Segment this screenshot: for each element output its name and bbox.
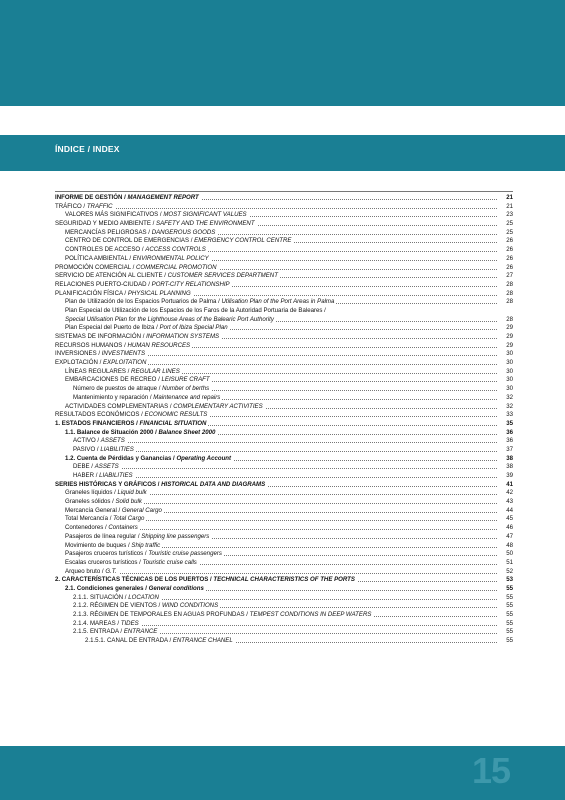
- toc-entry-english: PORT-CITY RELATIONSHIP: [151, 280, 230, 288]
- toc-entry[interactable]: [55, 220, 513, 229]
- toc-entry-page: 55: [497, 620, 513, 629]
- toc-entry-english: COMMERCIAL PROMOTION: [136, 263, 217, 271]
- toc-entry-english: COMPLEMENTARY ACTIVITIES: [173, 402, 263, 410]
- toc-entry-page: 29: [497, 324, 513, 333]
- toc-entry-label: [73, 594, 161, 603]
- toc-entry-label: [65, 255, 211, 264]
- toc-entry-spanish: 2.1.5.1. CANAL DE ENTRADA /: [85, 637, 173, 645]
- toc-entry-english: EMERGENCY CONTROL CENTRE: [194, 237, 292, 245]
- toc-entry-label: [55, 359, 148, 368]
- toc-entry-page: 33: [497, 411, 513, 420]
- toc-entry-page: 41: [497, 481, 513, 490]
- toc-entry-spanish: SERVICIO DE ATENCIÓN AL CLIENTE /: [55, 272, 168, 280]
- toc-entry-label: [65, 376, 212, 385]
- toc-entry-page: 48: [497, 542, 513, 551]
- toc-entry-english: REGULAR LINES: [131, 367, 180, 375]
- toc-entry[interactable]: [55, 437, 513, 446]
- toc-entry[interactable]: [55, 550, 513, 559]
- dot-leader: [65, 573, 497, 574]
- toc-entry[interactable]: [55, 620, 513, 629]
- toc-entry-page: 30: [497, 385, 513, 394]
- toc-entry-label: [65, 429, 217, 438]
- toc-entry[interactable]: [55, 611, 513, 620]
- toc-entry[interactable]: [55, 403, 513, 412]
- toc-entry-label: [65, 568, 119, 577]
- toc-entry-label: [65, 533, 211, 542]
- toc-entry-page: 38: [497, 463, 513, 472]
- toc-entry-spanish: CONTROLES DE ACCESO /: [65, 246, 146, 254]
- toc-entry-spanish: EMBARCACIONES DE RECREO /: [65, 376, 162, 384]
- toc-entry-label: [65, 585, 206, 594]
- toc-entry-spanish: PROMOCIÓN COMERCIAL /: [55, 263, 137, 271]
- toc-entry-page: 30: [497, 359, 513, 368]
- toc-entry-label: [55, 194, 201, 203]
- toc-entry-spanish: Graneles líquidos /: [65, 489, 118, 497]
- toc-entry-label: [65, 559, 199, 568]
- toc-entry-label: [73, 620, 141, 629]
- toc-entry-page: 55: [497, 637, 513, 646]
- toc-entry[interactable]: [55, 481, 513, 490]
- toc-entry-english: TIDES: [120, 619, 139, 627]
- toc-entry-spanish: EXPLOTACIÓN /: [55, 359, 103, 367]
- toc-entry-page: 36: [497, 437, 513, 446]
- toc-entry-page: 23: [497, 211, 513, 220]
- toc-entry[interactable]: [55, 585, 513, 594]
- toc-entry[interactable]: [55, 507, 513, 516]
- toc-entry-english: HISTORICAL DATA AND DIAGRAMS: [161, 480, 266, 488]
- toc-entry-label: [55, 481, 267, 490]
- toc-entry-label: [73, 628, 159, 637]
- page-number: 15: [471, 750, 510, 791]
- toc-entry[interactable]: [55, 455, 513, 464]
- toc-entry-english: Shipping line passengers: [141, 532, 210, 540]
- toc-entry-page: 38: [497, 455, 513, 464]
- toc-entry-english: FINANCIAL SITUATION: [139, 419, 207, 427]
- toc-entry-spanish: PASIVO /: [73, 445, 101, 453]
- toc-entry[interactable]: [55, 290, 513, 299]
- toc-entry-page: 29: [497, 342, 513, 351]
- toc-entry-page: 26: [497, 255, 513, 264]
- toc-entry-label: [55, 576, 357, 585]
- toc-entry-page: 30: [497, 376, 513, 385]
- toc-entry-spanish: PLANIFICACIÓN FÍSICA /: [55, 289, 128, 297]
- toc-entry-label: [65, 368, 182, 377]
- toc-entry-label: [65, 298, 336, 307]
- toc-entry-label: [73, 611, 373, 620]
- toc-entry-label: [55, 350, 147, 359]
- toc-entry-english: HUMAN RESOURCES: [127, 341, 191, 349]
- toc-entry-english: PHYSICAL PLANNING: [127, 289, 191, 297]
- toc-entry-spanish: ACTIVO /: [73, 437, 101, 445]
- toc-entry[interactable]: [55, 637, 513, 646]
- toc-entry-label: [65, 229, 217, 238]
- toc-entry-english: Balance Sheet 2000: [158, 428, 216, 436]
- toc-entry[interactable]: [55, 385, 513, 394]
- toc-entry-english: ENVIRONMENTAL POLICY: [132, 254, 209, 262]
- toc-entry-label: [65, 498, 144, 507]
- toc-entry-page: 55: [497, 602, 513, 611]
- toc-entry-page: 36: [497, 429, 513, 438]
- toc-entry-page: 28: [497, 316, 513, 325]
- toc-entry[interactable]: [55, 568, 513, 577]
- toc-entry[interactable]: [55, 194, 513, 203]
- toc-entry[interactable]: [55, 264, 513, 273]
- toc-entry[interactable]: [55, 350, 513, 359]
- toc-entry-label: [73, 602, 220, 611]
- toc-entry[interactable]: [55, 446, 513, 455]
- toc-entry-spanish: 2.1.5. ENTRADA /: [73, 628, 124, 636]
- toc-entry[interactable]: [55, 211, 513, 220]
- toc-entry-label: [55, 342, 192, 351]
- toc-entry[interactable]: [55, 316, 513, 325]
- toc-entry-spanish: RESULTADOS ECONÓMICOS /: [55, 411, 145, 419]
- toc-entry-label: [65, 246, 208, 255]
- toc-entry[interactable]: [55, 576, 513, 585]
- toc-entry-page: 30: [497, 350, 513, 359]
- toc-entry[interactable]: [55, 420, 513, 429]
- toc-entry-english: LIABILITIES: [99, 472, 133, 479]
- toc-entry-label: [55, 272, 280, 281]
- toc-entry-page: 28: [497, 290, 513, 299]
- toc-entry-label: [65, 307, 328, 316]
- toc-entry[interactable]: [55, 333, 513, 342]
- toc-entry-english: Special Utilisation Plan for the Lighthouse Areas of the Balearic Port Authority: [65, 315, 274, 323]
- toc-entry[interactable]: [55, 324, 513, 333]
- toc-entry-spanish: MERCANCÍAS PELIGROSAS /: [65, 228, 152, 236]
- toc-entry-spanish: Contenedores /: [65, 524, 109, 532]
- toc-entry-english: ENTRANCE CHANEL: [172, 637, 233, 645]
- toc-entry[interactable]: [55, 533, 513, 542]
- toc-entry-english: ECONOMIC RESULTS: [144, 411, 208, 419]
- toc-entry-label: [55, 411, 209, 420]
- toc-entry-english: Solid bulk: [115, 498, 142, 506]
- toc-entry-page: 27: [497, 272, 513, 281]
- toc-entry-spanish: Escalas cruceros turísticos /: [65, 558, 143, 566]
- toc-entry-spanish: POLÍTICA AMBIENTAL /: [65, 254, 133, 262]
- toc-entry-page: 55: [497, 594, 513, 603]
- toc-entry-spanish: SERIES HISTÓRICAS Y GRÁFICOS /: [55, 480, 162, 488]
- toc-entry-label: [73, 446, 136, 455]
- toc-entry-spanish: SEGURIDAD Y MEDIO AMBIENTE /: [55, 220, 157, 228]
- toc-entry-label: [73, 385, 211, 394]
- toc-entry-page: 26: [497, 246, 513, 255]
- toc-entry[interactable]: [55, 463, 513, 472]
- toc-entry[interactable]: [55, 411, 513, 420]
- toc-entry-label: [73, 394, 222, 403]
- toc-entry-english: ACCESS CONTROLS: [145, 246, 206, 254]
- toc-entry-label: [55, 203, 115, 212]
- toc-entry-page: 28: [497, 298, 513, 307]
- toc-entry-label: [65, 237, 293, 246]
- toc-entry-english: CUSTOMER SERVICES DEPARTMENT: [167, 272, 278, 280]
- toc-entry-page: 25: [497, 220, 513, 229]
- toc-entry-label: [55, 264, 219, 273]
- toc-entry[interactable]: [55, 498, 513, 507]
- toc-entry-page: 53: [497, 576, 513, 585]
- toc-entry-english: G.T.: [105, 567, 117, 575]
- toc-entry-english: LOCATION: [128, 593, 159, 601]
- toc-entry-english: Port of Ibiza Special Plan: [159, 324, 228, 332]
- toc-entry-spanish: Arqueo bruto /: [65, 567, 106, 575]
- toc-entry-english: ENTRANCE: [123, 628, 158, 636]
- toc-entry-spanish: Mantenimiento y reparación /: [73, 393, 154, 401]
- toc-entry-spanish: 1.2. Cuenta de Pérdidas y Ganancias /: [65, 454, 177, 462]
- toc-entry-spanish: VALORES MÁS SIGNIFICATIVOS /: [65, 211, 164, 219]
- toc-entry-page: 25: [497, 229, 513, 238]
- toc-entry-spanish: INFORME DE GESTIÓN /: [55, 194, 128, 201]
- toc-entry-english: INVESTMENTS: [101, 350, 146, 358]
- toc-entry-label: [55, 220, 257, 229]
- toc-entry[interactable]: [55, 602, 513, 611]
- toc-entry-spanish: HABER /: [73, 472, 100, 479]
- toc-entry-spanish: 2. CARACTERÍSTICAS TÉCNICAS DE LOS PUERTOS /: [55, 576, 214, 584]
- toc-entry[interactable]: [55, 515, 513, 524]
- toc-entry-label: [55, 333, 221, 342]
- dot-leader: [55, 208, 497, 209]
- toc-entry-label: [73, 472, 135, 481]
- toc-entry-label: [65, 507, 164, 516]
- toc-entry-label: [65, 515, 146, 524]
- toc-entry[interactable]: [55, 524, 513, 533]
- toc-entry[interactable]: [55, 429, 513, 438]
- toc-entry-page: 21: [497, 203, 513, 212]
- toc-entry[interactable]: [55, 307, 513, 316]
- toc-entry-spanish: 1.1. Balance de Situación 2000 /: [65, 428, 159, 436]
- toc-entry-label: [85, 637, 235, 646]
- toc-entry[interactable]: [55, 594, 513, 603]
- toc-entry-english: Touristic cruise calls: [142, 558, 197, 566]
- toc-entry-spanish: 2.1.1. SITUACIÓN /: [73, 593, 129, 601]
- toc-entry-english: Maintenance and repairs: [153, 393, 221, 401]
- toc-entry-label: [55, 290, 193, 299]
- toc-entry-page: 44: [497, 507, 513, 516]
- toc-entry-page: 55: [497, 628, 513, 637]
- toc-entry-page: 28: [497, 281, 513, 290]
- toc-entry-spanish: Plan de Utilización de los Espacios Portuarios de Palma /: [65, 298, 222, 306]
- toc-entry-spanish: Plan Especial de Utilización de los Espacios de los Faros de la Autoridad Portuaria de Baleares /: [65, 306, 326, 314]
- toc-entry-label: [65, 550, 224, 559]
- toc-entry-label: [65, 524, 140, 533]
- toc-entry-spanish: Plan Especial del Puerto de Ibiza /: [65, 324, 160, 332]
- toc-entry-english: Operating Account: [176, 454, 232, 462]
- toc-entry-english: TECHNICAL CHARACTERISTICS OF THE PORTS: [213, 576, 355, 584]
- toc-entry-page: 52: [497, 568, 513, 577]
- toc-entry-english: General Cargo: [121, 506, 162, 514]
- toc-entry-english: MANAGEMENT REPORT: [127, 194, 199, 201]
- toc-entry-page: 32: [497, 403, 513, 412]
- toc-entry[interactable]: [55, 281, 513, 290]
- toc-entry[interactable]: [55, 298, 513, 307]
- toc-entry[interactable]: [55, 255, 513, 264]
- toc-entry-page: 39: [497, 472, 513, 481]
- dot-leader: [73, 442, 497, 443]
- toc-entry-spanish: CENTRO DE CONTROL DE EMERGENCIAS /: [65, 237, 195, 245]
- toc-entry-label: [65, 489, 149, 498]
- toc-entry-english: Utilisation Plan of the Port Areas in Palma: [221, 298, 335, 306]
- toc-entry-spanish: Pasajeros de línea regular /: [65, 532, 142, 540]
- toc-entry-page: 55: [497, 585, 513, 594]
- toc-entry-label: [65, 403, 265, 412]
- toc-entry-spanish: 2.1.4. MAREAS /: [73, 619, 121, 627]
- toc-entry-label: [65, 316, 276, 325]
- toc-entry-english: EXPLOITATION: [102, 359, 147, 367]
- table-of-contents: [55, 194, 513, 646]
- toc-entry-english: TRAFFIC: [86, 202, 113, 210]
- toc-entry-page: 30: [497, 368, 513, 377]
- toc-entry-spanish: RELACIONES PUERTO-CIUDAD /: [55, 280, 152, 288]
- toc-entry-page: 45: [497, 515, 513, 524]
- toc-entry-label: [65, 455, 233, 464]
- toc-entry-spanish: LÍNEAS REGULARES /: [65, 367, 132, 375]
- toc-entry[interactable]: [55, 489, 513, 498]
- toc-entry[interactable]: [55, 203, 513, 212]
- toc-entry-english: General conditions: [148, 584, 204, 592]
- toc-entry-spanish: Graneles sólidos /: [65, 498, 116, 506]
- toc-entry-english: Containers: [108, 524, 138, 532]
- toc-entry-english: Total Cargo: [113, 515, 145, 523]
- toc-entry[interactable]: [55, 376, 513, 385]
- toc-entry-english: LIABILITIES: [100, 445, 134, 453]
- toc-entry-page: 55: [497, 611, 513, 620]
- toc-entry-page: 37: [497, 446, 513, 455]
- toc-entry-english: ASSETS: [94, 463, 119, 471]
- toc-entry-english: MOST SIGNIFICANT VALUES: [163, 211, 247, 219]
- toc-entry-page: 21: [497, 194, 513, 203]
- toc-entry-page: 46: [497, 524, 513, 533]
- toc-entry[interactable]: [55, 394, 513, 403]
- toc-entry-page: 47: [497, 533, 513, 542]
- toc-entry-label: [55, 420, 208, 429]
- toc-entry-spanish: SISTEMAS DE INFORMACIÓN /: [55, 333, 147, 340]
- header-band: [0, 0, 565, 106]
- toc-entry-page: 29: [497, 333, 513, 342]
- dot-leader: [73, 477, 497, 478]
- toc-entry-label: [65, 324, 230, 333]
- toc-entry-page: 43: [497, 498, 513, 507]
- dot-leader: [73, 468, 497, 469]
- toc-entry[interactable]: [55, 542, 513, 551]
- toc-entry-english: Number of berths: [162, 385, 210, 393]
- toc-entry-spanish: INVERSIONES /: [55, 350, 102, 358]
- toc-entry-spanish: TRÁFICO /: [55, 202, 87, 210]
- toc-entry-label: [73, 437, 127, 446]
- toc-entry-spanish: Número de puestos de atraque /: [73, 385, 163, 393]
- toc-entry-spanish: Pasajeros cruceros turísticos /: [65, 550, 149, 558]
- top-rule: [55, 191, 513, 192]
- toc-entry[interactable]: [55, 368, 513, 377]
- toc-entry[interactable]: [55, 628, 513, 637]
- toc-entry-english: SAFETY AND THE ENVIRONMENT: [156, 220, 255, 228]
- toc-entry-english: Touristic cruise passengers: [148, 550, 222, 558]
- toc-entry-spanish: 2.1. Condiciones generales /: [65, 584, 149, 592]
- toc-entry[interactable]: [55, 359, 513, 368]
- toc-entry-page: 35: [497, 420, 513, 429]
- toc-entry-spanish: 2.1.2. RÉGIMEN DE VIENTOS /: [73, 602, 162, 610]
- toc-entry-page: 51: [497, 559, 513, 568]
- toc-entry-spanish: 1. ESTADOS FINANCIEROS /: [55, 419, 140, 427]
- toc-entry-english: Ship traffic: [131, 541, 161, 549]
- toc-entry[interactable]: [55, 559, 513, 568]
- toc-entry-page: 26: [497, 264, 513, 273]
- toc-entry-page: 50: [497, 550, 513, 559]
- toc-entry-spanish: RECURSOS HUMANOS /: [55, 341, 128, 349]
- toc-entry-english: ASSETS: [100, 437, 125, 445]
- toc-entry-english: INFORMATION SYSTEMS: [146, 333, 220, 340]
- toc-entry[interactable]: [55, 229, 513, 238]
- toc-entry-page: 42: [497, 489, 513, 498]
- dot-leader: [73, 451, 497, 452]
- toc-entry-label: [65, 542, 162, 551]
- toc-entry[interactable]: [55, 246, 513, 255]
- toc-entry-page: 32: [497, 394, 513, 403]
- toc-entry-spanish: Total Mercancía /: [65, 515, 114, 523]
- toc-entry[interactable]: [55, 272, 513, 281]
- toc-entry-english: LEISURE CRAFT: [161, 376, 210, 384]
- toc-entry-english: WIND CONDITIONS: [161, 602, 219, 610]
- toc-entry-spanish: Mercancía General /: [65, 506, 122, 514]
- toc-entry-page: 26: [497, 237, 513, 246]
- toc-entry-english: Liquid bulk: [117, 489, 147, 497]
- toc-entry-label: [55, 281, 232, 290]
- toc-entry-english: TEMPEST CONDITIONS IN DEEP WATERS: [249, 611, 372, 618]
- toc-entry-spanish: DEBE /: [73, 463, 95, 471]
- toc-entry-spanish: ACTIVIDADES COMPLEMENTARIAS /: [65, 402, 174, 410]
- toc-entry-english: DANGEROUS GOODS: [151, 228, 216, 236]
- toc-entry[interactable]: [55, 472, 513, 481]
- toc-entry[interactable]: [55, 237, 513, 246]
- toc-entry-label: [73, 463, 121, 472]
- page-title: ÍNDICE / INDEX: [55, 144, 120, 154]
- toc-entry-spanish: 2.1.3. RÉGIMEN DE TEMPORALES EN AGUAS PROFUNDAS /: [73, 611, 250, 618]
- toc-entry-spanish: Movimiento de buques /: [65, 541, 132, 549]
- toc-entry[interactable]: [55, 342, 513, 351]
- toc-entry-label: [65, 211, 249, 220]
